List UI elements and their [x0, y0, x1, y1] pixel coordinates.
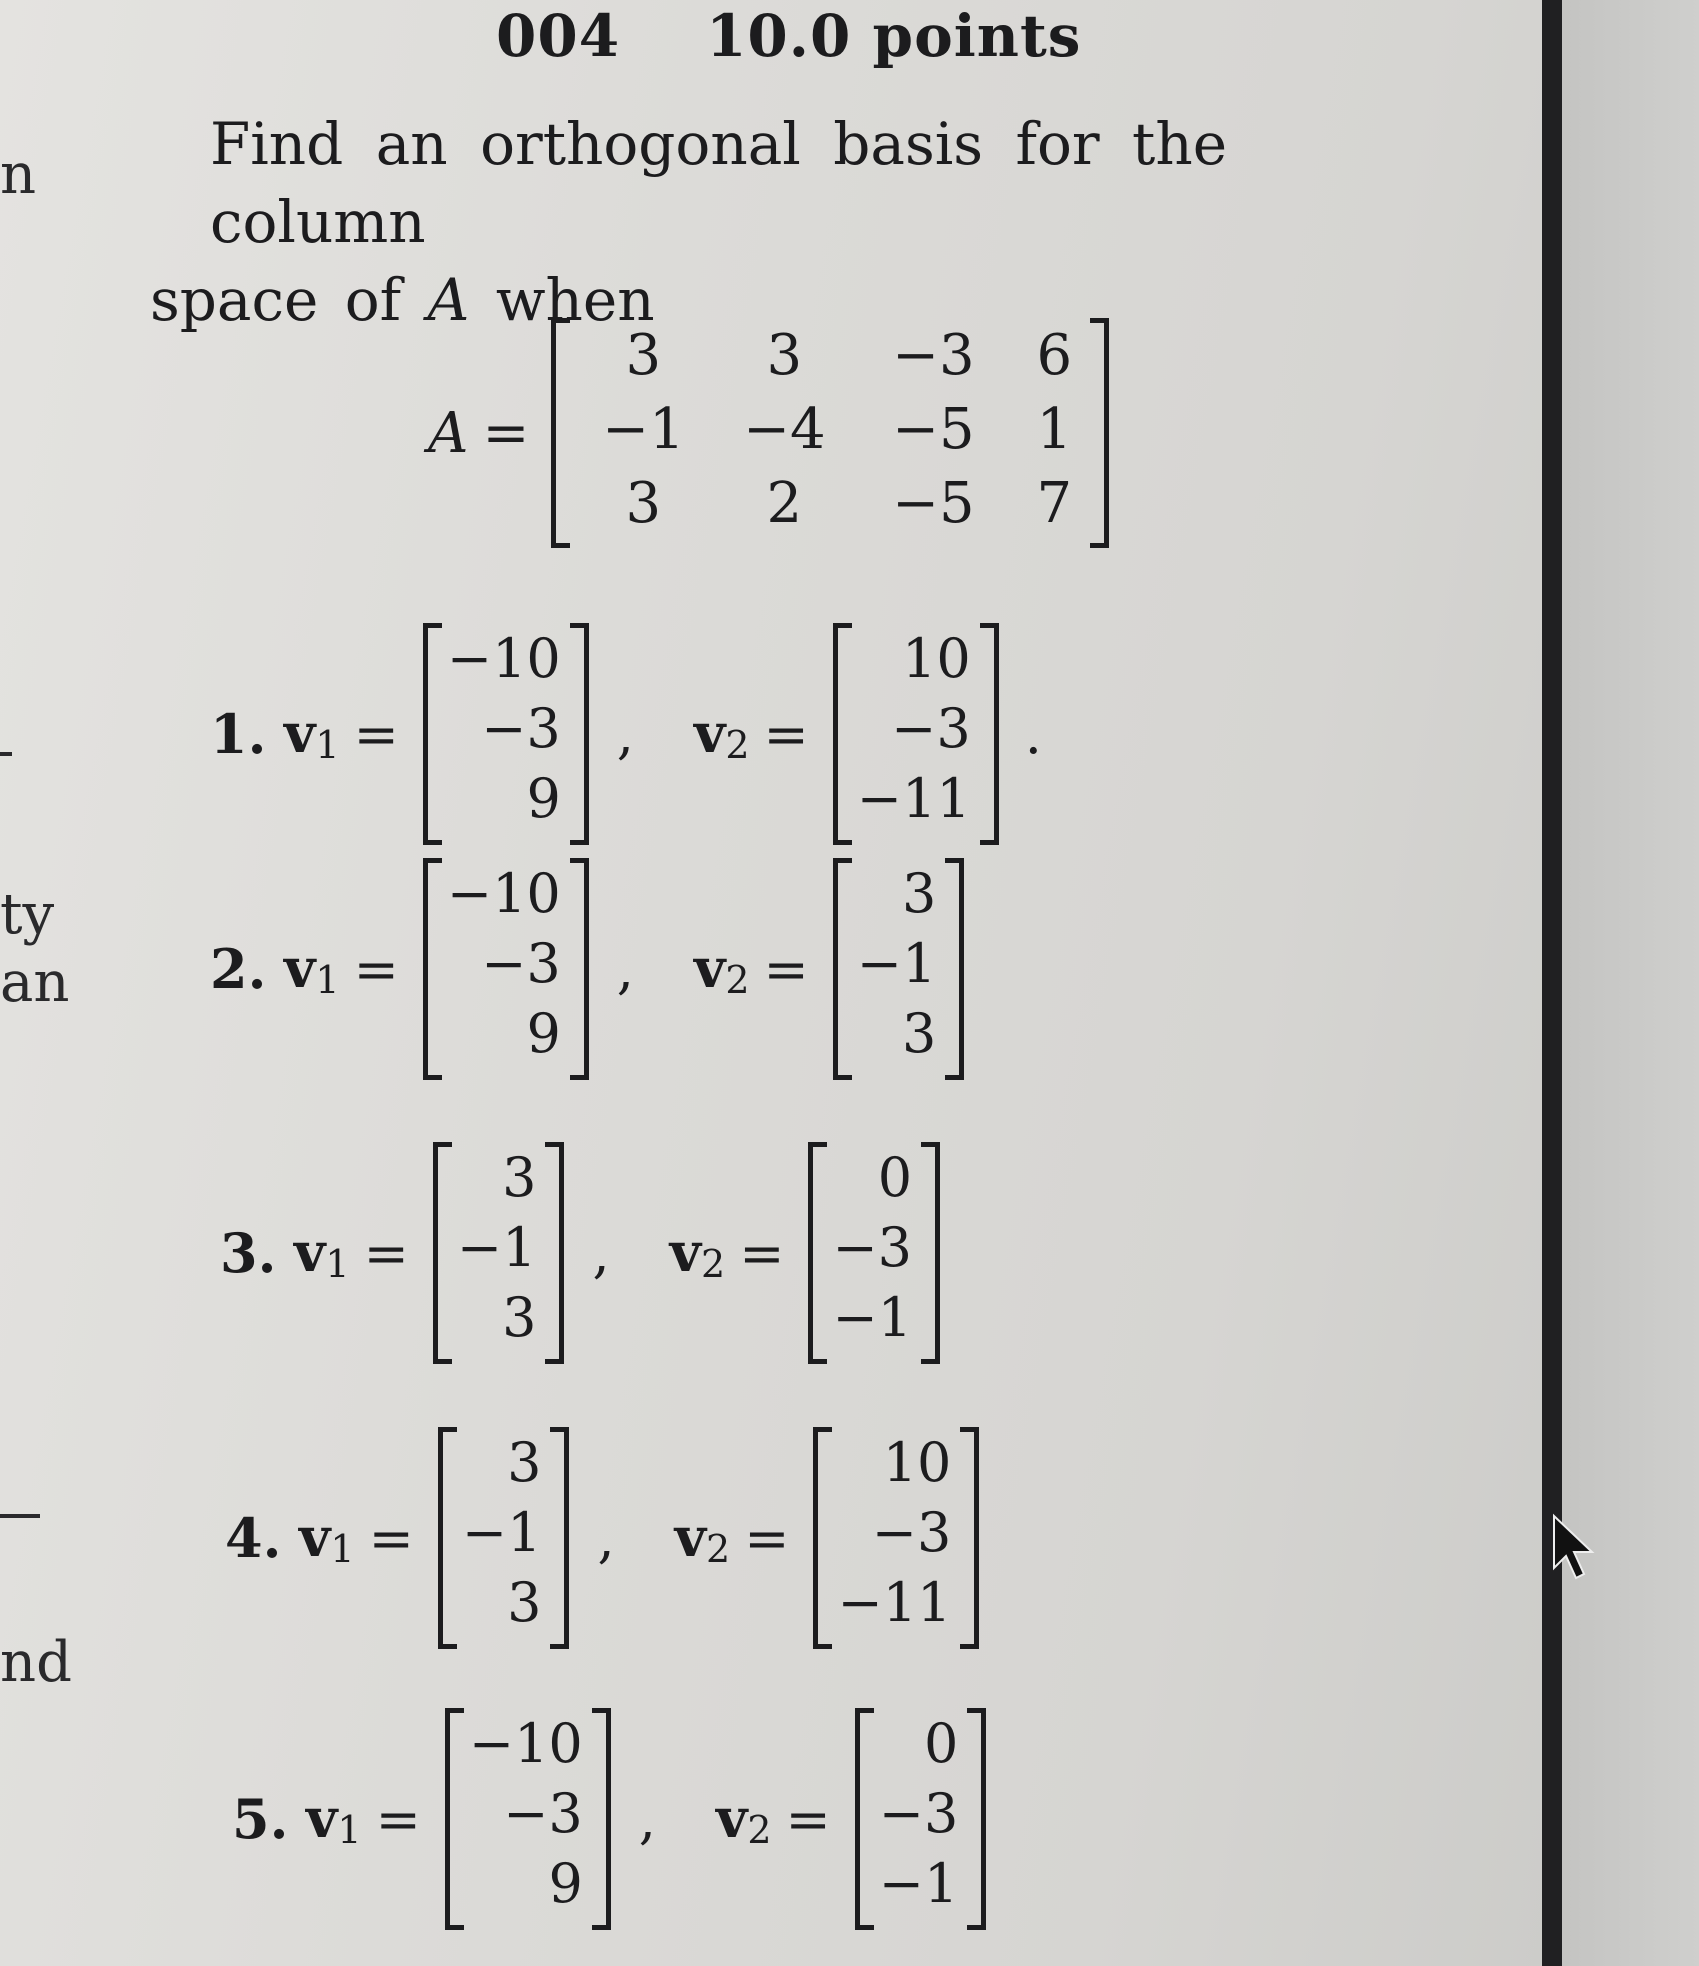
matrix-cell: 3 — [625, 322, 662, 388]
vector-entry: −10 — [468, 1711, 583, 1775]
left-edge-fragment: ty — [0, 882, 55, 947]
vector-entry: 9 — [526, 1001, 561, 1065]
answer-option-4[interactable] — [225, 1427, 979, 1649]
answer-option-2[interactable] — [210, 858, 964, 1080]
vector-entry: −11 — [856, 766, 971, 830]
vector-entry: −1 — [878, 1851, 959, 1915]
vector-entry: 3 — [502, 1145, 537, 1209]
vector-entry: −3 — [891, 696, 971, 760]
vector-v2 — [833, 858, 965, 1080]
matrix-cell: −1 — [602, 396, 685, 462]
question-points: 10.0 points — [706, 2, 1082, 70]
vector-entry: −3 — [878, 1781, 959, 1845]
matrix-cell: 2 — [766, 470, 803, 536]
vector-entry: 3 — [507, 1570, 542, 1634]
vector-v1 — [445, 1708, 611, 1930]
equals-sign: = — [353, 702, 399, 766]
vector-entry: −3 — [832, 1215, 913, 1279]
vector-entry: −10 — [446, 626, 561, 690]
comma: , — [638, 1787, 656, 1851]
vector-entry: −3 — [503, 1781, 583, 1845]
vector-entry: 3 — [502, 1285, 537, 1349]
matrix-A — [551, 318, 1109, 548]
vector-entry: 3 — [902, 861, 937, 925]
vector-label-v2: $v_2$ — [693, 701, 750, 767]
answer-option-1[interactable] — [210, 623, 1042, 845]
question-header — [496, 2, 1081, 70]
answer-option-3[interactable] — [220, 1142, 940, 1364]
vector-label-v2: $v_2$ — [693, 936, 750, 1002]
option-number: 4. — [225, 1506, 282, 1570]
matrix-cell: 3 — [766, 322, 803, 388]
matrix-name: A — [428, 400, 469, 466]
equals-sign: = — [363, 1221, 409, 1285]
vector-entry: −10 — [446, 861, 561, 925]
matrix-cell: 6 — [1036, 322, 1073, 388]
vector-v2 — [855, 1708, 987, 1930]
option-number: 2. — [210, 937, 267, 1001]
vector-entry: −1 — [456, 1215, 537, 1279]
left-edge-fragment: n — [0, 142, 37, 207]
question-number: 004 — [496, 2, 621, 70]
matrix-cell: −4 — [743, 396, 826, 462]
vector-entry: −3 — [481, 931, 561, 995]
option-number: 3. — [220, 1221, 277, 1285]
comma: , — [597, 1506, 615, 1570]
equals-sign: = — [482, 400, 530, 466]
prompt-text: space of — [150, 266, 402, 334]
equals-sign: = — [763, 937, 809, 1001]
vector-entry: −1 — [856, 931, 937, 995]
left-edge-fragment: an — [0, 950, 70, 1015]
page-divider — [1542, 0, 1562, 1966]
matrix-A-equation — [428, 318, 1109, 548]
matrix-cell: −3 — [892, 322, 975, 388]
equals-sign: = — [744, 1506, 790, 1570]
right-panel — [1562, 0, 1699, 1966]
vector-v2 — [808, 1142, 940, 1364]
vector-label-v2: $v_2$ — [715, 1786, 772, 1852]
vector-entry: −1 — [832, 1285, 913, 1349]
equals-sign: = — [353, 937, 399, 1001]
vector-entry: 0 — [924, 1711, 959, 1775]
comma: , — [616, 702, 634, 766]
equals-sign: = — [763, 702, 809, 766]
left-edge-rule — [0, 1514, 40, 1518]
matrix-symbol: A — [427, 266, 470, 334]
vector-entry: 9 — [548, 1851, 583, 1915]
equals-sign: = — [375, 1787, 421, 1851]
vector-entry: 9 — [526, 766, 561, 830]
vector-v2 — [833, 623, 999, 845]
terminal-period: . — [1024, 702, 1042, 766]
option-number: 1. — [210, 702, 267, 766]
mouse-cursor-icon — [1548, 1512, 1598, 1582]
equals-sign: = — [785, 1787, 831, 1851]
vector-entry: 0 — [877, 1145, 913, 1209]
vector-label-v1: $v_1$ — [284, 701, 340, 767]
vector-entry: 10 — [882, 1430, 952, 1494]
vector-entry: −1 — [461, 1500, 542, 1564]
vector-label-v1: $v_1$ — [284, 936, 340, 1002]
question-prompt — [150, 105, 1390, 339]
vector-label-v1: $v_1$ — [294, 1220, 350, 1286]
left-edge-fragment: nd — [0, 1630, 72, 1695]
vector-v1 — [433, 1142, 565, 1364]
matrix-cell: 1 — [1036, 396, 1073, 462]
matrix-cell: −5 — [892, 396, 975, 462]
comma: , — [592, 1221, 610, 1285]
vector-v1 — [423, 858, 589, 1080]
matrix-cell: 7 — [1036, 470, 1073, 536]
vector-v1 — [423, 623, 589, 845]
vector-label-v2: $v_2$ — [669, 1220, 726, 1286]
equals-sign: = — [368, 1506, 414, 1570]
vector-entry: −3 — [481, 696, 561, 760]
vector-entry: −11 — [837, 1570, 952, 1634]
vector-label-v1: $v_1$ — [299, 1505, 355, 1571]
vector-entry: 3 — [902, 1001, 937, 1065]
vector-entry: 3 — [507, 1430, 542, 1494]
matrix-cell: 3 — [625, 470, 662, 536]
vector-v2 — [813, 1427, 979, 1649]
option-number: 5. — [232, 1787, 289, 1851]
left-edge-rule — [0, 752, 12, 756]
vector-entry: −3 — [871, 1500, 952, 1564]
matrix-cell: −5 — [892, 470, 975, 536]
comma: , — [616, 937, 634, 1001]
vector-entry: 10 — [902, 626, 971, 690]
equals-sign: = — [739, 1221, 785, 1285]
vector-label-v2: $v_2$ — [674, 1505, 731, 1571]
answer-option-5[interactable] — [232, 1708, 986, 1930]
vector-v1 — [438, 1427, 570, 1649]
prompt-line-1: Find an orthogonal basis for the column — [210, 110, 1228, 256]
vector-label-v1: $v_1$ — [306, 1786, 362, 1852]
prompt-text: when — [495, 266, 655, 334]
